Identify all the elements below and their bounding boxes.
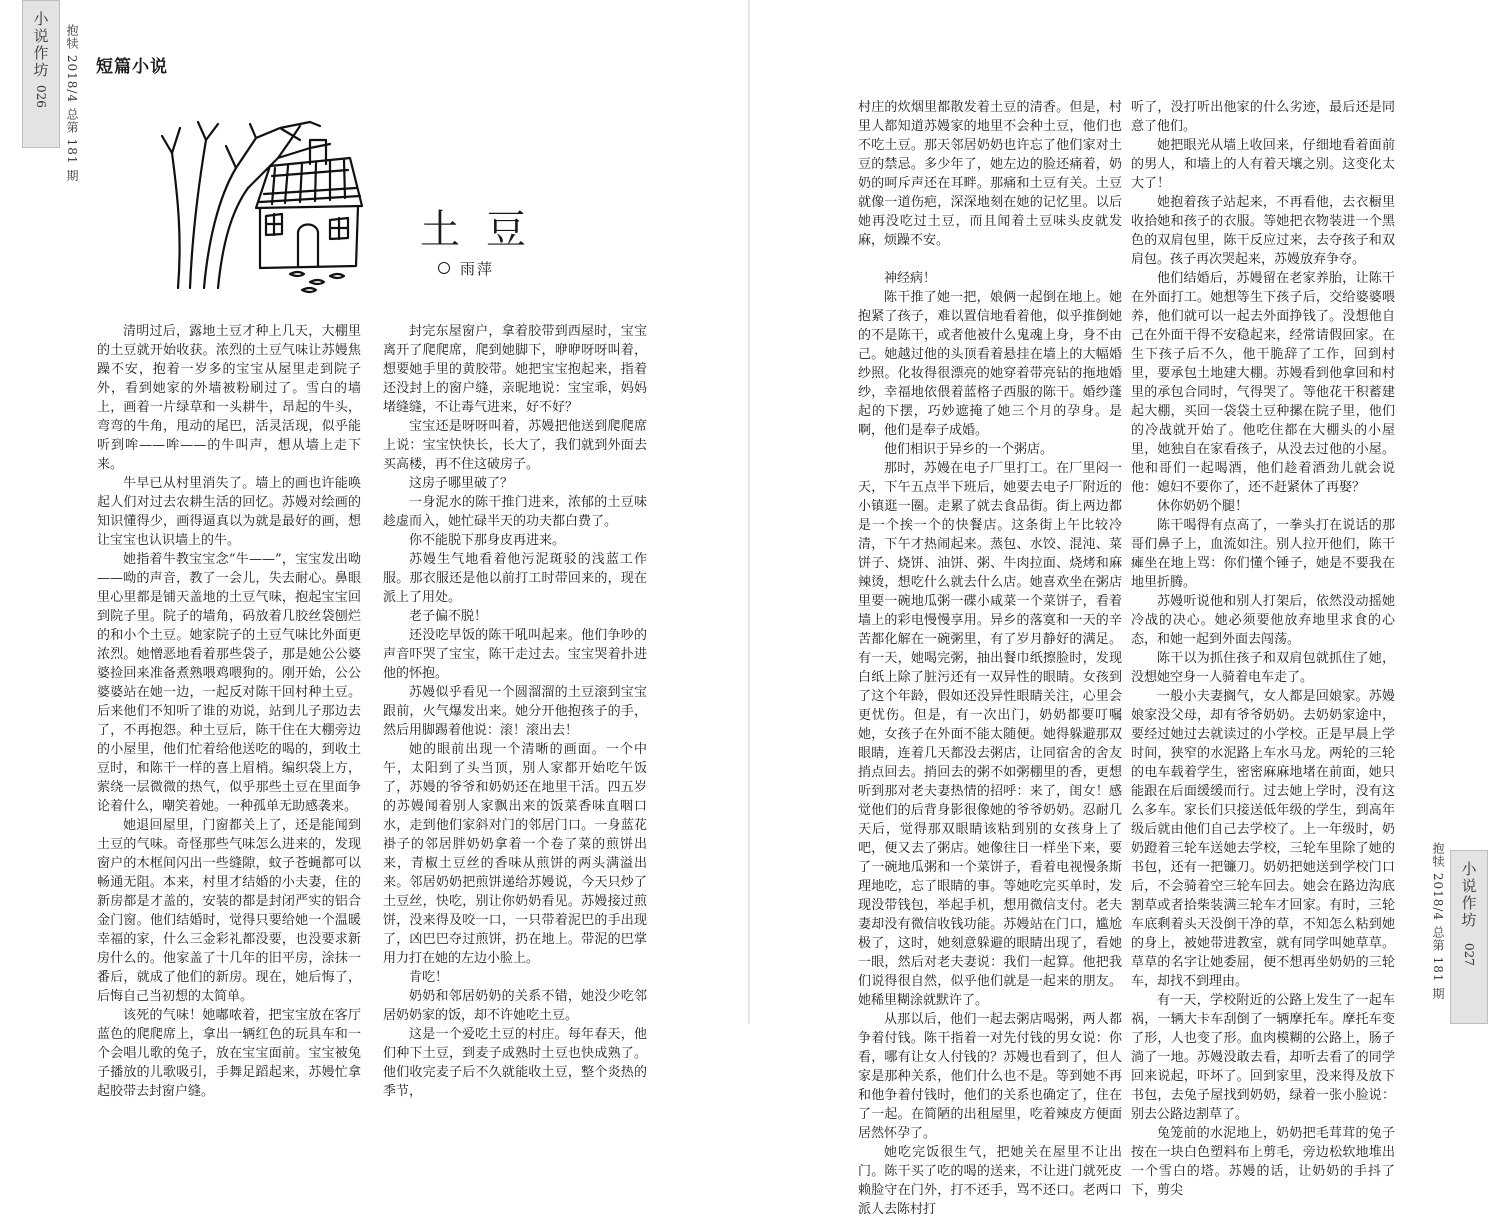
page-number-right: 027 — [1462, 943, 1476, 966]
text-column-4 — [1131, 98, 1395, 1198]
paragraph: 她抱着孩子站起来，不再看他，去衣橱里收拾她和孩子的衣服。等她把衣物装进一个黑色的双肩包里，陈干反应过来，去夺孩子和双肩包。孩子再次哭起来，苏嫚放弃争夺。 — [1131, 195, 1395, 267]
paragraph: 这是一个爱吃土豆的村庄。每年春天，他们种下土豆，到麦子成熟时土豆也快成熟了。他们收完麦子后不久就能收土豆，整个炎热的季节， — [383, 1027, 647, 1099]
paragraph: 陈干以为抓住孩子和双肩包就抓住了她，没想她空身一人骑着电车走了。 — [1131, 651, 1395, 685]
section-tab-label: 小说作坊 — [31, 11, 50, 79]
section-tab-right — [1450, 850, 1488, 1024]
paragraph: 他们相识于异乡的一个粥店。 — [884, 442, 1054, 457]
paragraph: 苏嫚听说他和别人打架后，依然没动摇她冷战的决心。她必须要他放弃地里求食的心态，和她一起到外面去闯荡。 — [1131, 594, 1395, 647]
text-column-2 — [383, 322, 647, 1099]
paragraph: 兔笼前的水泥地上，奶奶把毛茸茸的兔子按在一块白色塑料布上剪毛，旁边松软地堆出一个雪白的塔。苏嫚的话，让奶奶的手抖了下，剪尖 — [1131, 1126, 1395, 1198]
text-column-1 — [97, 322, 361, 1099]
paragraph: 该死的气味！她嘟哝着，把宝宝放在客厅蓝色的爬爬席上，拿出一辆红色的玩具车和一个会唱儿歌的兔子，放在宝宝面前。宝宝被兔子播放的儿歌吸引，手舞足蹈起来，苏嫚忙拿起胶带去封窗户缝。 — [97, 1008, 361, 1099]
paragraph: 宝宝还是呀呀叫着，苏嫚把他送到爬爬席上说：宝宝快快长，长大了，我们就到外面去买高楼，再不住这破房子。 — [383, 419, 647, 472]
paragraph: 苏嫚似乎看见一个圆溜溜的土豆滚到宝宝跟前，火气爆发出来。她分开他抱孩子的手，然后用脚踢着他说：滚！滚出去！ — [383, 685, 647, 738]
story-title: 土豆 — [420, 207, 552, 253]
paragraph: 她指着牛教宝宝念“牛——”，宝宝发出呦——呦的声音，教了一会儿，失去耐心。鼻眼里心里都是铺天盖地的土豆气味，抱起宝宝回到院子里。院子的墙角，码放着几胶丝袋刨烂的和小个土豆。她家院子的土豆气味比外面更浓烈。她憎恶地看着那些袋子，那是她公公婆婆捡回来准备煮熟喂鸡喂狗的。刚开始，公公婆婆站在她一边，一起反对陈干回村种土豆。后来他们不知听了谁的劝说，站到儿子那边去了，不再抱怨。种土豆后，陈干住在大棚旁边的小屋里，他们忙着给他送吃的喝的，到收土豆时，和陈干一样的喜上眉梢。编织袋上方，萦绕一层微微的热气，似乎那些土豆在里面争论着什么，嘲笑着她。一种孤单无助感袭来。 — [97, 552, 361, 814]
paragraph: 听了，没打听出他家的什么劣迹，最后还是同意了他们。 — [1131, 100, 1395, 134]
paragraph: 有一天，学校附近的公路上发生了一起车祸，一辆大卡车刮倒了一辆摩托车。摩托车变了形，人也变了形。血肉模糊的公路上，肠子淌了一地。苏嫚没敢去看，却听去看了的同学回来说起，吓坏了。回到家里，没来得及放下书包，去兔子屋找到奶奶，绿着一张小脸说：别去公路边割草了。 — [1131, 993, 1395, 1122]
paragraph: 肯吃！ — [409, 970, 449, 985]
paragraph: 奶奶和邻居奶奶的关系不错，她没少吃邻居奶奶家的饭，却不许她吃土豆。 — [383, 989, 647, 1023]
paragraph: 一身泥水的陈干推门进来，浓郁的土豆味趁虚而入，她忙碌半天的功夫都白费了。 — [383, 495, 647, 529]
paragraph: 休你奶奶个腿！ — [1157, 499, 1249, 514]
paragraph: 她吃完饭很生气，把她关在屋里不让出门。陈干买了吃的喝的送来，不让进门就死皮赖脸守在门外，打不还手，骂不还口。老两口派人去陈村打 — [858, 1145, 1122, 1217]
paragraph: 清明过后，露地土豆才种上几天，大棚里的土豆就开始收获。浓烈的土豆气味让苏嫚焦躁不安，抱着一岁多的宝宝从屋里走到院子外，看到她家的外墙被粉刷过了。雪白的墙上，画着一片绿草和一头耕牛，昂起的牛头，弯弯的牛角，甩动的尾巴，活灵活现，似乎能听到哞——哞——的牛叫声，想从墙上走下来。 — [97, 324, 361, 472]
paragraph: 你不能脱下那身皮再进来。 — [409, 533, 566, 548]
paragraph: 她退回屋里，门窗都关上了，还是能闻到土豆的气味。奇怪那些气味怎么进来的，发现窗户的木框间闪出一些缝隙，蚊子苍蝇都可以畅通无阻。本来，村里才结婚的小夫妻，住的新房都是才盖的，安装的都是封闭严实的铝合金门窗。他们结婚时，觉得只要给她一个温暖幸福的家，什么三金彩礼都没要，也没要求新房什么的。他家盖了十几年的旧平房，涂抹一番后，就成了他们的新房。现在，她后悔了，后悔自己当初想的太简单。 — [97, 818, 361, 1004]
paragraph: 牛早已从村里消失了。墙上的画也许能唤起人们对过去农耕生活的回忆。苏嫚对绘画的知识懂得少，画得逼真以为就是最好的画，想让宝宝也认识墙上的牛。 — [97, 476, 361, 548]
paragraph: 一般小夫妻搁气，女人都是回娘家。苏嫚娘家没父母，却有爷爷奶奶。去奶奶家途中，要经过她过去就读过的小学校。正是早晨上学时间，狭窄的水泥路上车水马龙。两轮的三轮的电车载着学生，密密麻麻地堵在前面，她只能跟在后面缓缓而行。过去她上学时，没有这么多车。家长们只接送低年级的学生，到高年级后就由他们自己去学校了。上一年级时，奶奶蹬着三轮车送她去学校，三轮车里除了她的书包，还有一把镰刀。奶奶把她送到学校门口后，不会骑着空三轮车回去。她会在路边沟底割草或者拾柴装满三轮车才回家。有时，三轮车底剩着头天没倒干净的草，不知怎么粘到她的身上，被她带进教室，就有同学叫她草草。草草的名字让她委屈，便不想再坐奶奶的三轮车，却找不到理由。 — [1131, 689, 1395, 989]
section-tab-left — [22, 0, 60, 148]
paragraph: 他们结婚后，苏嫚留在老家养胎，让陈干在外面打工。她想等生下孩子后，交给婆婆喂养，他们就可以一起去外面挣钱了。没想他自己在外面干得不安稳起来，经常请假回家。在生下孩子后不久，他干脆辞了工作，回到村里，要承包土地建大棚。苏嫚看到他拿回和村里的承包合同时，气得哭了。等他花干积蓄建起大棚，买回一袋袋土豆种摞在院子里，他们的冷战就开始了。他吃住都在大棚头的小屋里，她独自在家看孩子，从没去过他的小屋。他和哥们一起喝酒，他们趁着酒劲儿就会说他：媳妇不要你了，还不赶紧休了再娶？ — [1131, 271, 1395, 495]
page-number: 026 — [34, 85, 48, 108]
paragraph: 苏嫚生气地看着他污泥斑驳的浅蓝工作服。那衣服还是他以前打工时带回来的，现在派上了用处。 — [383, 552, 647, 605]
paragraph: 她的眼前出现一个清晰的画面。一个中午，太阳到了头当顶，别人家都开始吃午饭了，苏嫚的爷爷和奶奶还在地里干活。四五岁的苏嫚闻着别人家飘出来的饭菜香味直咽口水，走到他们家斜对门的邻居门口。一身蓝花褂子的邻居胖奶奶拿着一个卷了菜的煎饼出来，青椒土豆丝的香味从煎饼的两头满溢出来。邻居奶奶把煎饼递给苏嫚说，今天只炒了土豆丝，快吃，别让你奶奶看见。苏嫚接过煎饼，没来得及咬一口，一只带着泥巴的手出现了，凶巴巴夺过煎饼，扔在地上。带泥的巴掌用力打在她的左边小脸上。 — [383, 742, 647, 966]
section-title: 短篇小说 — [96, 57, 168, 77]
issue-info: 抱犊 2018/4 总第 181 期 — [65, 24, 79, 183]
paragraph: 老子偏不脱！ — [409, 609, 488, 624]
author-byline — [438, 258, 494, 279]
paragraph: 那时，苏嫚在电子厂里打工。在厂里闷一天，下午五点半下班后，她要去电子厂附近的小镇逛一圈。走累了就去食品街。街上两边都是一个挨一个的快餐店。这条街上午比较冷清，下午才热闹起来。蒸包、水饺、混沌、菜饼子、烧饼、油饼、粥、牛肉拉面、烧烤和麻辣烫，想吃什么就去什么店。她喜欢坐在粥店里要一碗地瓜粥一碟小咸菜一个菜饼子，看着墙上的彩电慢慢享用。异乡的落寞和一天的辛苦都化解在一碗粥里，有了岁月静好的满足。有一天，她喝完粥，抽出餐巾纸擦脸时，发现白纸上除了脏污还有一双异性的眼睛。女孩到了这个年龄，假如还没异性眼睛关注，心里会更忧伤。但是，有一次出门，奶奶都要叮嘱她，女孩子在外面不能太随便。她得躲避那双眼睛，连着几天都没去粥店，让同宿舍的舍友捎点回去。捎回去的粥不如粥棚里的香，更想听到那对老夫妻热情的招呼：来了，闺女！感觉他们的后背身影很像她的爷爷奶奶。忍耐几天后，觉得那双眼睛该粘到别的女孩身上了吧，便又去了粥店。她像往日一样坐下来，要了一碗地瓜粥和一个菜饼子，看着电视慢条斯理地吃，忘了眼睛的事。等她吃完买单时，发现没带钱包，举起手机，想用微信支付。老夫妻却没有微信收钱功能。苏嫚站在门口，尴尬极了，这时，她刻意躲避的眼睛出现了，看她一眼，然后对老夫妻说：我们一起算。他把我们说得很自然，似乎他们就是一起来的朋友。她稀里糊涂就默许了。 — [858, 461, 1122, 1008]
paragraph: 村庄的炊烟里都散发着土豆的清香。但是，村里人都知道苏嫚家的地里不会种土豆，他们也不吃土豆。那天邻居奶奶也许忘了他们家对土豆的禁忌。多少年了，她左边的脸还痛着，奶奶的呵斥声还在耳畔。那痛和土豆有关。土豆就像一道伤疤，深深地刻在她的记忆里。以后她再没吃过土豆，而且闻着土豆味头皮就发麻，烦躁不安。 — [858, 100, 1122, 248]
text-column-3 — [858, 98, 1122, 1217]
cottage-with-trees-sketch-icon — [160, 118, 365, 296]
author-name: 雨萍 — [460, 260, 495, 278]
paragraph: 她把眼光从墙上收回来，仔细地看着面前的男人，和墙上的人有着天壤之别。这变化太大了！ — [1131, 138, 1395, 191]
paragraph: 陈干推了她一把，娘俩一起倒在地上。她抱紧了孩子，难以置信地看着他，似乎推倒她的不是陈干，或者他被什么鬼魂上身，身不由己。她越过他的头顶看着悬挂在墙上的大幅婚纱照。化妆得很漂亮的她穿着带亮钻的拖地婚纱，幸福地依偎着蓝格子西服的陈干。婚纱蓬起的下摆，巧妙遮掩了她三个月的孕身。是啊，他们是奉子成婚。 — [858, 290, 1122, 438]
paragraph: 还没吃早饭的陈干吼叫起来。他们争吵的声音吓哭了宝宝，陈干走过去。宝宝哭着扑进他的怀抱。 — [383, 628, 647, 681]
paragraph: 陈干喝得有点高了，一拳头打在说话的那哥们鼻子上，血流如注。别人拉开他们，陈干瘫坐在地上骂：你们懂个锤子，她是不要我在地里折腾。 — [1131, 518, 1395, 590]
paragraph: 神经病！ — [884, 271, 937, 286]
paragraph: 封完东屋窗户，拿着胶带到西屋时，宝宝离开了爬爬席，爬到她脚下，咿咿呀呀叫着，想要她手里的黄胶带。她把宝宝抱起来，指着还没封上的窗户缝，亲昵地说：宝宝乖，妈妈堵缝缝，不让毒气进来，好不好？ — [383, 324, 647, 415]
paragraph: 从那以后，他们一起去粥店喝粥，两人都争着付钱。陈干指着一对先付钱的男女说：你看，哪有让女人付钱的？苏嫚也看到了，但人家是那种关系，他们什么也不是。等到她不再和他争着付钱时，他们的关系也确定了，住在了一起。在简陋的出租屋里，吃着辣皮方便面居然怀孕了。 — [858, 1012, 1122, 1141]
byline-circle-icon — [438, 262, 450, 274]
issue-info-right: 抱犊 2018/4 总第 181 期 — [1431, 842, 1445, 1001]
paragraph: 这房子哪里破了？ — [409, 476, 514, 491]
section-tab-label-right: 小说作坊 — [1459, 861, 1478, 929]
left-page — [0, 0, 749, 1099]
